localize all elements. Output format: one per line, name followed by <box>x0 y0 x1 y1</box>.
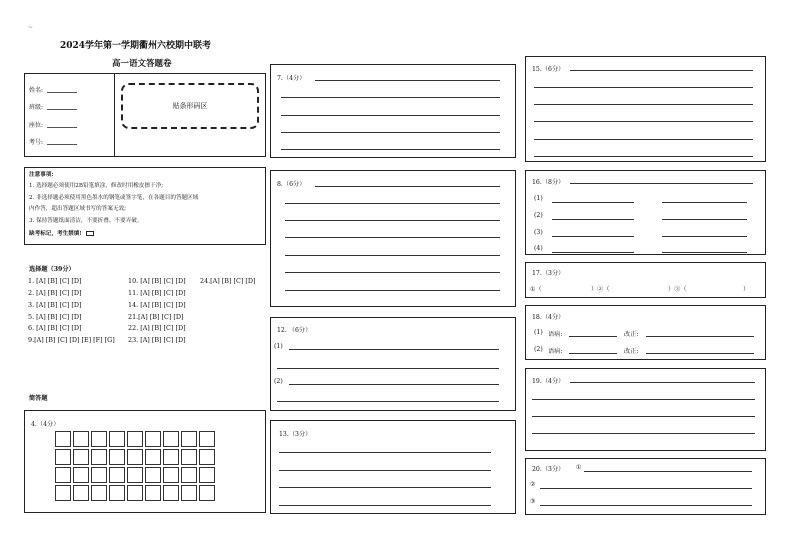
choice-row[interactable]: 22. [A] [B] [C] [D] <box>128 324 186 332</box>
class-label: 班级: <box>29 104 44 111</box>
q4-box <box>24 410 266 513</box>
q16-label: 16.（8分） <box>532 179 565 186</box>
q7-label: 7.（4分） <box>277 75 306 82</box>
choice-row[interactable]: 11. [A] [B] [C] [D] <box>128 289 186 297</box>
answer-line[interactable] <box>662 202 747 203</box>
absent-checkbox[interactable] <box>86 231 94 236</box>
q19-label: 19.（4分） <box>532 378 565 385</box>
answer-line[interactable] <box>285 290 500 291</box>
answer-line[interactable] <box>534 139 753 140</box>
grid-cell[interactable] <box>163 467 179 483</box>
exam-number-label: 考号: <box>29 139 44 146</box>
q16-sub-label: (3) <box>534 229 543 236</box>
answer-line[interactable] <box>532 399 755 400</box>
choice-row[interactable]: 10. [A] [B] [C] [D] <box>128 277 186 285</box>
barcode-label: 贴条形码区 <box>172 102 208 110</box>
grid-cell[interactable] <box>181 485 197 501</box>
grid-cell[interactable] <box>91 485 107 501</box>
answer-line[interactable] <box>315 80 500 81</box>
grid-cell[interactable] <box>145 431 161 447</box>
corner-mark: ~ <box>28 24 34 31</box>
q17-blank[interactable]: ①（ <box>530 286 542 293</box>
q18-sub-num: (2) <box>534 346 543 353</box>
answer-line[interactable] <box>532 433 755 434</box>
grid-cell[interactable] <box>73 431 89 447</box>
grid-cell[interactable] <box>145 467 161 483</box>
q17-blank[interactable]: ）③（ <box>668 286 687 293</box>
answer-line[interactable] <box>281 115 500 116</box>
grid-cell[interactable] <box>181 431 197 447</box>
answer-line[interactable] <box>552 219 634 220</box>
class-field[interactable] <box>47 109 77 110</box>
answer-line[interactable] <box>277 401 499 402</box>
answer-line[interactable] <box>534 87 753 88</box>
grid-cell[interactable] <box>73 467 89 483</box>
answer-line[interactable] <box>285 272 500 273</box>
grid-cell[interactable] <box>145 485 161 501</box>
grid-cell[interactable] <box>199 485 215 501</box>
notice-title: 注意事项: <box>29 172 54 178</box>
answer-line[interactable] <box>281 97 500 98</box>
notice-item: 3. 保持答题纸面清洁，不要折叠、不要弄破。 <box>29 218 143 224</box>
grid-cell[interactable] <box>199 431 215 447</box>
answer-line[interactable] <box>279 487 491 488</box>
q12-box <box>270 317 516 411</box>
grid-cell[interactable] <box>91 431 107 447</box>
q4-label: 4.（4分） <box>31 421 60 428</box>
answer-line[interactable] <box>552 252 634 253</box>
name-label: 姓名: <box>29 87 44 94</box>
q4-writing-grid[interactable] <box>55 431 216 502</box>
q18-label: 18.（4分） <box>532 314 565 321</box>
grid-cell[interactable] <box>163 431 179 447</box>
answer-line[interactable] <box>285 203 500 204</box>
q18-error-label: 语病: <box>548 348 563 355</box>
grid-cell[interactable] <box>145 449 161 465</box>
answer-line[interactable] <box>569 353 617 354</box>
answer-line[interactable] <box>534 156 753 157</box>
answer-line[interactable] <box>662 219 747 220</box>
q8-box <box>270 170 516 307</box>
choice-row[interactable]: 3. [A] [B] [C] [D] <box>28 301 82 309</box>
answer-line[interactable] <box>584 471 752 472</box>
answer-line[interactable] <box>315 186 500 187</box>
answer-line[interactable] <box>289 349 499 350</box>
choice-row[interactable]: 24.[A] [B] [C] [D] <box>200 277 256 285</box>
answer-line[interactable] <box>279 470 491 471</box>
choice-row[interactable]: 9.[A] [B] [C] [D] [E] [F] [G] <box>28 336 115 344</box>
grid-cell[interactable] <box>127 431 143 447</box>
grid-cell[interactable] <box>199 449 215 465</box>
q16-sub-label: (2) <box>534 212 543 219</box>
grid-cell[interactable] <box>199 467 215 483</box>
q17-blank[interactable]: ） <box>743 286 750 293</box>
q15-label: 15.（6分） <box>532 66 565 73</box>
absent-label: 缺考标记，考生禁填! <box>29 231 82 237</box>
short-answer-heading: 简答题 <box>29 395 48 402</box>
notice-item: 1. 选择题必须使用2B铅笔填涂，修改时用橡皮擦干净; <box>29 183 164 189</box>
student-info-box <box>24 73 266 157</box>
q18-fix-label: 改正: <box>624 348 639 355</box>
q7-box <box>270 64 516 158</box>
grid-cell[interactable] <box>73 485 89 501</box>
q13-label: 13.（3分） <box>279 431 312 438</box>
q18-box <box>525 305 766 360</box>
answer-line[interactable] <box>534 121 753 122</box>
seat-field[interactable] <box>47 127 77 128</box>
seat-label: 座位: <box>29 122 44 129</box>
grid-cell[interactable] <box>181 467 197 483</box>
grid-cell[interactable] <box>91 449 107 465</box>
answer-line[interactable] <box>552 236 634 237</box>
answer-line[interactable] <box>540 488 752 489</box>
q20-label: 20.（3分） <box>532 466 565 473</box>
q19-box <box>525 368 766 451</box>
grid-cell[interactable] <box>163 485 179 501</box>
q12-label: 12. （6分） <box>277 327 312 334</box>
grid-cell[interactable] <box>55 449 71 465</box>
q16-box <box>525 170 766 255</box>
barcode-area <box>121 83 259 129</box>
q20-sub-label: ② <box>530 481 536 488</box>
q20-sub-label: ① <box>576 464 582 471</box>
answer-line[interactable] <box>285 220 500 221</box>
grid-cell[interactable] <box>127 449 143 465</box>
exam-subtitle: 高一语文答题卷 <box>112 59 172 69</box>
grid-cell[interactable] <box>91 467 107 483</box>
absent-row <box>29 230 94 238</box>
choice-heading: 选择题（39分） <box>29 266 75 273</box>
q18-fix-label: 改正: <box>624 331 639 338</box>
choice-row[interactable]: 1. [A] [B] [C] [D] <box>28 277 82 285</box>
answer-line[interactable] <box>285 237 500 238</box>
answer-line[interactable] <box>552 202 634 203</box>
q16-sub-label: (1) <box>534 195 543 202</box>
q17-blank[interactable]: ）②（ <box>591 286 610 293</box>
grid-cell[interactable] <box>163 449 179 465</box>
choice-row[interactable]: 5. [A] [B] [C] [D] <box>28 313 82 321</box>
grid-cell[interactable] <box>127 485 143 501</box>
answer-line[interactable] <box>532 416 755 417</box>
answer-line[interactable] <box>534 104 753 105</box>
answer-line[interactable] <box>281 149 500 150</box>
grid-cell[interactable] <box>73 449 89 465</box>
grid-cell[interactable] <box>55 485 71 501</box>
answer-line[interactable] <box>281 132 500 133</box>
grid-cell[interactable] <box>55 467 71 483</box>
q20-sub-label: ③ <box>530 498 536 505</box>
name-field[interactable] <box>47 92 77 93</box>
answer-line[interactable] <box>646 336 754 337</box>
q13-box <box>270 420 516 514</box>
answer-line[interactable] <box>277 368 499 369</box>
exam-number-field[interactable] <box>47 144 77 145</box>
answer-line[interactable] <box>569 336 617 337</box>
exam-title: 2024学年第一学期衢州六校期中联考 <box>60 41 212 51</box>
answer-line[interactable] <box>570 183 753 184</box>
q17-box <box>525 262 766 298</box>
choice-row[interactable]: 6. [A] [B] [C] [D] <box>28 324 82 332</box>
q12-sub-label: (1) <box>274 343 283 350</box>
answer-line[interactable] <box>646 353 754 354</box>
q8-label: 8.（6分） <box>277 181 306 188</box>
answer-line[interactable] <box>279 505 491 506</box>
q20-box <box>525 458 766 515</box>
answer-line[interactable] <box>540 505 752 506</box>
grid-cell[interactable] <box>109 431 125 447</box>
q18-error-label: 语病: <box>548 331 563 338</box>
grid-cell[interactable] <box>109 485 125 501</box>
notice-item: 内作答，超出答题区域书写的答案无效; <box>29 206 126 212</box>
choice-row[interactable]: 23. [A] [B] [C] [D] <box>128 336 186 344</box>
answer-line[interactable] <box>285 255 500 256</box>
notice-item: 2. 非选择题必须使用黑色墨水的钢笔或签字笔，在各题目的答题区域 <box>29 195 199 201</box>
notice-box <box>24 167 266 245</box>
answer-line[interactable] <box>570 70 753 71</box>
q15-box <box>525 56 766 162</box>
grid-cell[interactable] <box>55 431 71 447</box>
grid-cell[interactable] <box>109 467 125 483</box>
grid-cell[interactable] <box>127 467 143 483</box>
q18-sub-num: (1) <box>534 329 543 336</box>
choice-row[interactable]: 21.[A] [B] [C] [D] <box>128 313 184 321</box>
answer-line[interactable] <box>570 382 755 383</box>
answer-line[interactable] <box>662 236 747 237</box>
answer-line[interactable] <box>289 384 499 385</box>
choice-row[interactable]: 14. [A] [B] [C] [D] <box>128 301 186 309</box>
q12-sub-label: (2) <box>274 378 283 385</box>
choice-row[interactable]: 2. [A] [B] [C] [D] <box>28 289 82 297</box>
answer-line[interactable] <box>279 452 491 453</box>
q16-sub-label: (4) <box>534 245 543 252</box>
answer-line[interactable] <box>662 252 747 253</box>
grid-cell[interactable] <box>109 449 125 465</box>
grid-cell[interactable] <box>181 449 197 465</box>
q17-label: 17.（3分） <box>532 270 565 277</box>
